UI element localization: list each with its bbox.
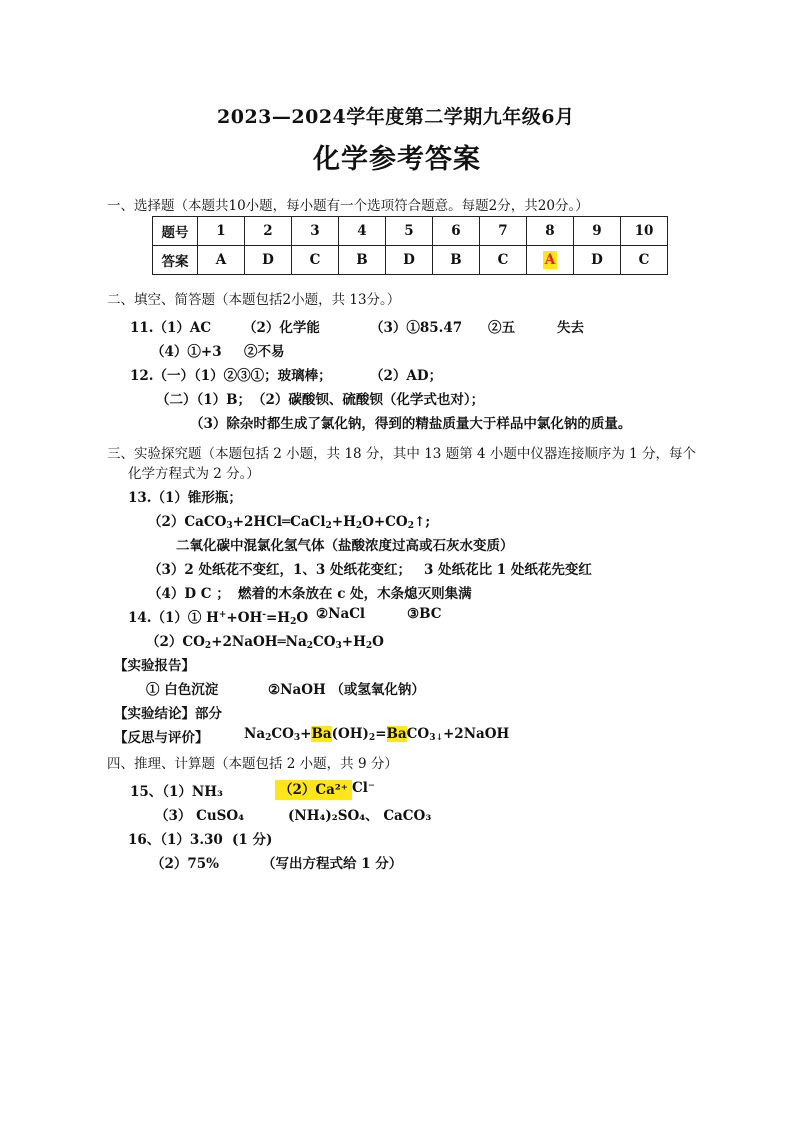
q15-part3a: （3） CuSO₄ xyxy=(155,808,245,824)
q11-part1: 11.（1）AC xyxy=(130,320,212,336)
table-cell-number: 3 xyxy=(292,217,339,246)
table-cell-answer-highlighted xyxy=(527,246,574,275)
table-cell-number: 9 xyxy=(574,217,621,246)
highlighted-answer: （2）Ca²⁺ xyxy=(275,780,352,800)
section3-title-line2: 化学方程式为 2 分。） xyxy=(128,466,260,482)
q15-part2 xyxy=(275,778,352,798)
q16-part1a: 16、（1）3.30 xyxy=(128,832,223,848)
q13-part4a: （3）2 处纸花不变红，1、3 处纸花变红； xyxy=(148,562,411,578)
q16-part2b: （写出方程式给 1 分） xyxy=(262,856,403,872)
page-title-line2: 化学参考答案 xyxy=(313,144,481,175)
q13-part5b: 燃着的木条放在 c 处，木条熄灭则集满 xyxy=(238,586,472,602)
table-cell-answer: C xyxy=(292,246,339,275)
q16-part1b: (1 分) xyxy=(232,832,273,848)
q15-part3b: (NH₄)₂SO₄、 CaCO₃ xyxy=(288,808,432,824)
q13-part2-prefix: （2） xyxy=(148,514,185,530)
q12-line1a: 12.（一）（1）②③①；玻璃棒； xyxy=(130,368,332,384)
q14-part1c: ③BC xyxy=(407,606,442,622)
q14-part1-label: 14.（1）① xyxy=(128,610,202,626)
table-header-answer: 答案 xyxy=(153,246,198,275)
section4-title: 四、推理、计算题（本题包括 2 小题，共 9 分） xyxy=(107,756,398,772)
q12-line2b: （2）碳酸钡、硫酸钡（化学式也对）； xyxy=(252,392,485,408)
q13-part5a: （4）D C ； xyxy=(148,586,230,602)
q11-part2: （2）化学能 xyxy=(243,320,320,336)
q14-part1: 14.（1）① $H^++OH^-=H_2O$ xyxy=(128,610,309,627)
answer-table xyxy=(152,216,668,275)
q11-part7: ②不易 xyxy=(244,344,285,360)
q13-part4b: 3 处纸花比 1 处纸花先变红 xyxy=(424,562,592,578)
table-header-question: 题号 xyxy=(153,217,198,246)
q11-part6: （4）①+3 xyxy=(151,344,222,360)
q12-line2a: （二）（1）B； xyxy=(156,392,252,408)
reflect-label: 【反思与评价】 xyxy=(114,730,209,746)
q13-part3: 二氧化碳中混氯化氢气体（盐酸浓度过高或石灰水变质） xyxy=(176,538,514,554)
table-cell-answer: B xyxy=(433,246,480,275)
table-cell-number: 10 xyxy=(621,217,668,246)
table-cell-answer: C xyxy=(621,246,668,275)
q12-line3: （3）除杂时都生成了氯化钠，得到的精盐质量大于样品中氯化钠的质量。 xyxy=(190,416,632,432)
table-cell-answer: A xyxy=(198,246,245,275)
table-cell-number: 1 xyxy=(198,217,245,246)
q14-part1b: ②NaCl xyxy=(316,606,366,622)
table-cell-answer: D xyxy=(386,246,433,275)
q13-part1: 13.（1）锥形瓶； xyxy=(128,490,242,506)
page-title-line1: 2023—2024学年度第二学期九年级6月 xyxy=(217,106,575,128)
table-cell-answer: D xyxy=(574,246,621,275)
table-cell-number: 6 xyxy=(433,217,480,246)
table-cell-answer: B xyxy=(339,246,386,275)
table-cell-answer: D xyxy=(245,246,292,275)
q14-part2-prefix: （2） xyxy=(146,634,183,650)
table-row-answers xyxy=(153,246,668,275)
q11-part5: 失去 xyxy=(557,320,584,336)
q16-part2a: （2）75% xyxy=(151,856,220,872)
section3-title-line1: 三、实验探究题（本题包括 2 小题，共 18 分，其中 13 题第 4 小题中仪器连接顺序为 1 分，每个 xyxy=(107,446,697,462)
q11-part4: ②五 xyxy=(488,320,515,336)
table-cell-number: 5 xyxy=(386,217,433,246)
reflect-equation: $Na_2CO_3+Ba(OH)_2=BaCO_{3↓}+2NaOH$ xyxy=(244,726,510,743)
report-a: ① 白色沉淀 xyxy=(146,682,219,698)
table-cell-number: 4 xyxy=(339,217,386,246)
table-row-numbers xyxy=(153,217,668,246)
q11-part3: （3）①85.47 xyxy=(370,320,463,336)
section2-title: 二、填空、简答题（本题包括2小题，共 13分。） xyxy=(107,292,401,308)
highlighted-answer: A xyxy=(544,252,556,268)
q13-part2: $(2)CaCO_3+2HCl═CaCl_2+H_2O+CO_2↑$; xyxy=(148,514,431,531)
q12-line1b: （2）AD； xyxy=(370,368,443,384)
q15-part2b: Cl⁻ xyxy=(352,780,375,796)
section1-title: 一、选择题（本题共10小题，每小题有一个选项符合题意。每题2分，共20分。） xyxy=(107,198,589,214)
table-cell-number: 2 xyxy=(245,217,292,246)
report-label: 【实验报告】 xyxy=(114,658,195,674)
table-cell-answer: C xyxy=(480,246,527,275)
conclusion: 【实验结论】部分 xyxy=(114,706,222,722)
q14-part2: $(2)CO_2+2NaOH═Na_2CO_3+H_2O$ xyxy=(146,634,384,651)
table-cell-number: 8 xyxy=(527,217,574,246)
q15-part1: 15、（1）NH₃ xyxy=(130,784,223,800)
report-b: ②NaOH （或氢氧化钠） xyxy=(268,682,425,698)
table-cell-number: 7 xyxy=(480,217,527,246)
